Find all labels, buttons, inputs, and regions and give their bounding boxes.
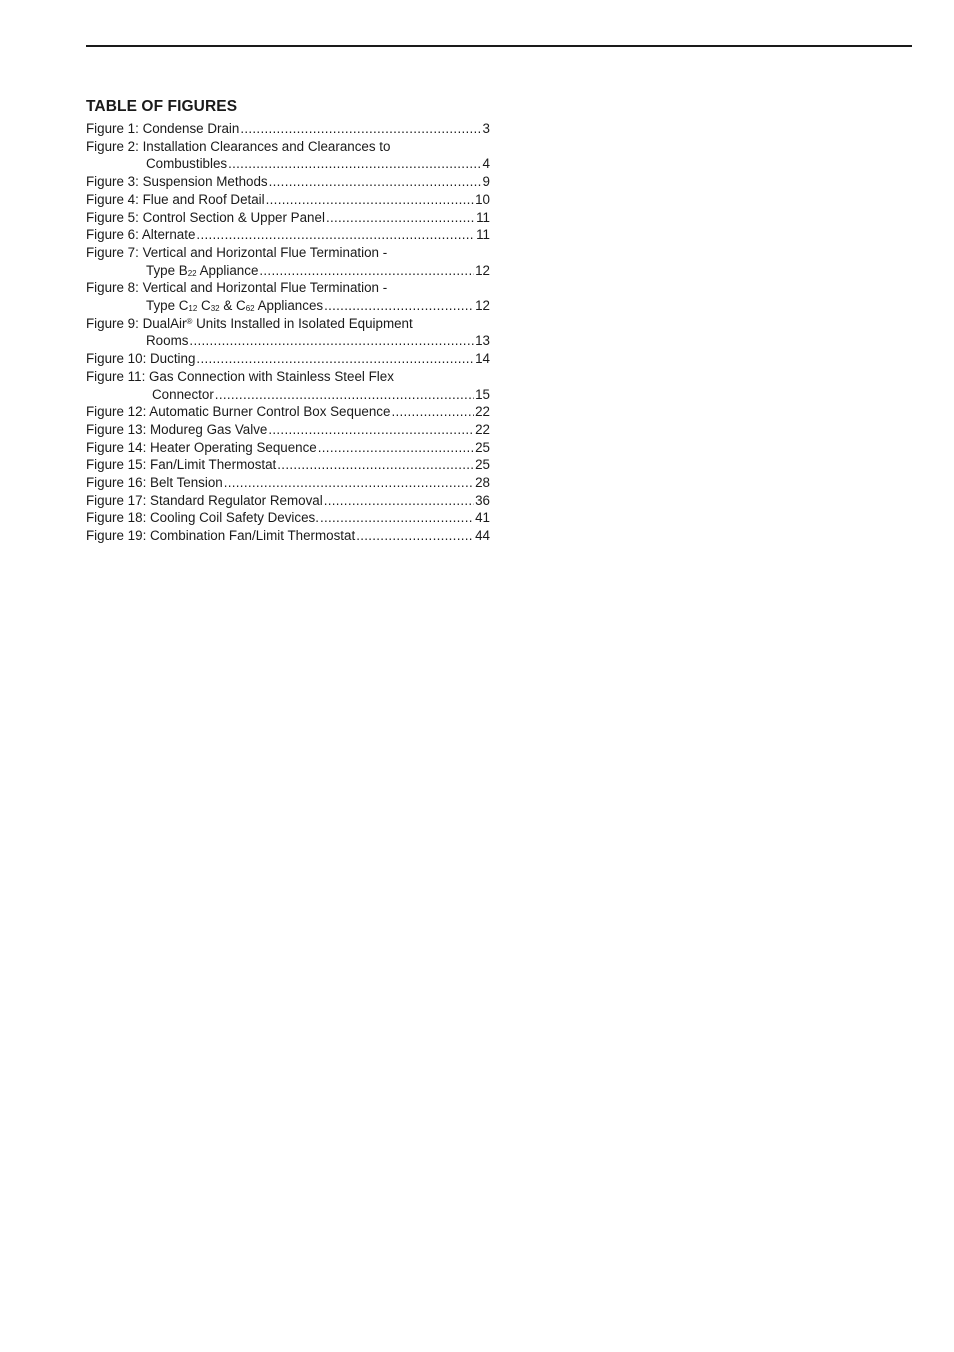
entry-page: 11 xyxy=(476,227,490,243)
toc-entry-figure-16[interactable] xyxy=(86,474,490,492)
dot-leader xyxy=(324,492,474,510)
entry-page: 36 xyxy=(475,492,490,508)
dot-leader xyxy=(318,439,474,457)
entry-title: Figure 16: Belt Tension xyxy=(86,475,223,491)
entry-title-continued: Rooms xyxy=(146,333,189,349)
entry-page: 12 xyxy=(475,298,490,314)
toc-entry-figure-14[interactable] xyxy=(86,439,490,457)
entry-page: 25 xyxy=(475,457,490,473)
dot-leader xyxy=(196,226,475,244)
toc-entry-figure-1[interactable] xyxy=(86,120,490,138)
entry-page: 25 xyxy=(475,439,490,455)
dot-leader xyxy=(320,509,474,527)
dot-leader xyxy=(268,421,474,439)
toc-entry-figure-8[interactable] xyxy=(86,279,490,314)
toc-entry-figure-5[interactable] xyxy=(86,209,490,227)
toc-entry-figure-17[interactable] xyxy=(86,492,490,510)
entry-title-continued: Type $B_{22}$ Appliance xyxy=(146,262,259,278)
dot-leader xyxy=(269,173,482,191)
entry-title-continued: Combustibles xyxy=(146,156,228,172)
toc-entry-figure-11[interactable] xyxy=(86,368,490,403)
entry-title: Figure 14: Heater Operating Sequence xyxy=(86,439,317,455)
entry-title: Figure 5: Control Section & Upper Panel xyxy=(86,209,325,225)
dot-leader xyxy=(326,209,475,227)
entry-page: 44 xyxy=(475,528,490,544)
entry-title: Figure 13: Modureg Gas Valve xyxy=(86,421,268,437)
entry-page: 4 xyxy=(482,156,490,172)
entry-page: 28 xyxy=(475,475,490,491)
toc-entry-figure-13[interactable] xyxy=(86,421,490,439)
entry-title: Figure 6: Alternate xyxy=(86,227,196,243)
dot-leader xyxy=(196,350,474,368)
entry-title: Figure 3: Suspension Methods xyxy=(86,174,268,190)
entry-title: Figure 4: Flue and Roof Detail xyxy=(86,191,265,207)
dot-leader xyxy=(215,386,474,404)
dot-leader xyxy=(356,527,474,545)
dot-leader xyxy=(324,297,474,315)
dot-leader xyxy=(189,332,474,350)
entry-page: 10 xyxy=(475,191,490,207)
entry-page: 22 xyxy=(475,404,490,420)
toc-entry-figure-9[interactable] xyxy=(86,315,490,350)
toc-entry-figure-2[interactable] xyxy=(86,138,490,173)
table-of-figures xyxy=(86,97,490,545)
entry-title: Figure 9: DualAir® Units Installed in Isolated Equipment xyxy=(86,315,413,331)
entry-title: Figure 18: Cooling Coil Safety Devices. xyxy=(86,510,319,526)
toc-entry-figure-12[interactable] xyxy=(86,403,490,421)
entry-title: Figure 1: Condense Drain xyxy=(86,121,240,136)
toc-title: TABLE OF FIGURES xyxy=(86,98,238,115)
toc-entry-figure-15[interactable] xyxy=(86,456,490,474)
entry-page: 12 xyxy=(475,262,490,278)
entry-title: Figure 2: Installation Clearances and Clearances to xyxy=(86,138,391,154)
entry-title: Figure 10: Ducting xyxy=(86,351,196,367)
entry-page: 9 xyxy=(482,174,490,190)
dot-leader xyxy=(224,474,474,492)
toc-entry-figure-19[interactable] xyxy=(86,527,490,545)
entry-page: 14 xyxy=(475,351,490,367)
entry-title: Figure 19: Combination Fan/Limit Thermostat xyxy=(86,528,356,544)
entry-title: Figure 12: Automatic Burner Control Box Sequence xyxy=(86,404,391,420)
toc-entry-figure-7[interactable] xyxy=(86,244,490,279)
entry-title: Figure 17: Standard Regulator Removal xyxy=(86,492,323,508)
dot-leader xyxy=(240,120,481,138)
entry-page: 3 xyxy=(482,121,490,136)
toc-entry-figure-18[interactable] xyxy=(86,509,490,527)
entry-page: 13 xyxy=(475,333,490,349)
toc-entry-figure-3[interactable] xyxy=(86,173,490,191)
entry-page: 22 xyxy=(475,421,490,437)
entry-title: Figure 11: Gas Connection with Stainless Steel Flex xyxy=(86,368,394,384)
dot-leader xyxy=(228,155,481,173)
entry-title-continued: Type $C_{12}$ $C_{32}$ & $C_{62}$ Appliances xyxy=(146,298,324,314)
toc-entry-figure-10[interactable] xyxy=(86,350,490,368)
dot-leader xyxy=(259,262,474,280)
entry-page: 41 xyxy=(475,510,490,526)
entry-page: 11 xyxy=(476,209,490,225)
dot-leader xyxy=(277,456,474,474)
dot-leader xyxy=(391,403,474,421)
toc-entry-figure-6[interactable] xyxy=(86,226,490,244)
entry-page: 15 xyxy=(475,386,490,402)
entry-title: Figure 15: Fan/Limit Thermostat xyxy=(86,457,277,473)
entry-title: Figure 8: Vertical and Horizontal Flue Termination - xyxy=(86,280,388,296)
entry-title-continued: Connector xyxy=(152,386,214,402)
dot-leader xyxy=(266,191,474,209)
entry-title: Figure 7: Vertical and Horizontal Flue Termination - xyxy=(86,244,388,260)
toc-entry-figure-4[interactable] xyxy=(86,191,490,209)
header-rule xyxy=(86,45,912,47)
